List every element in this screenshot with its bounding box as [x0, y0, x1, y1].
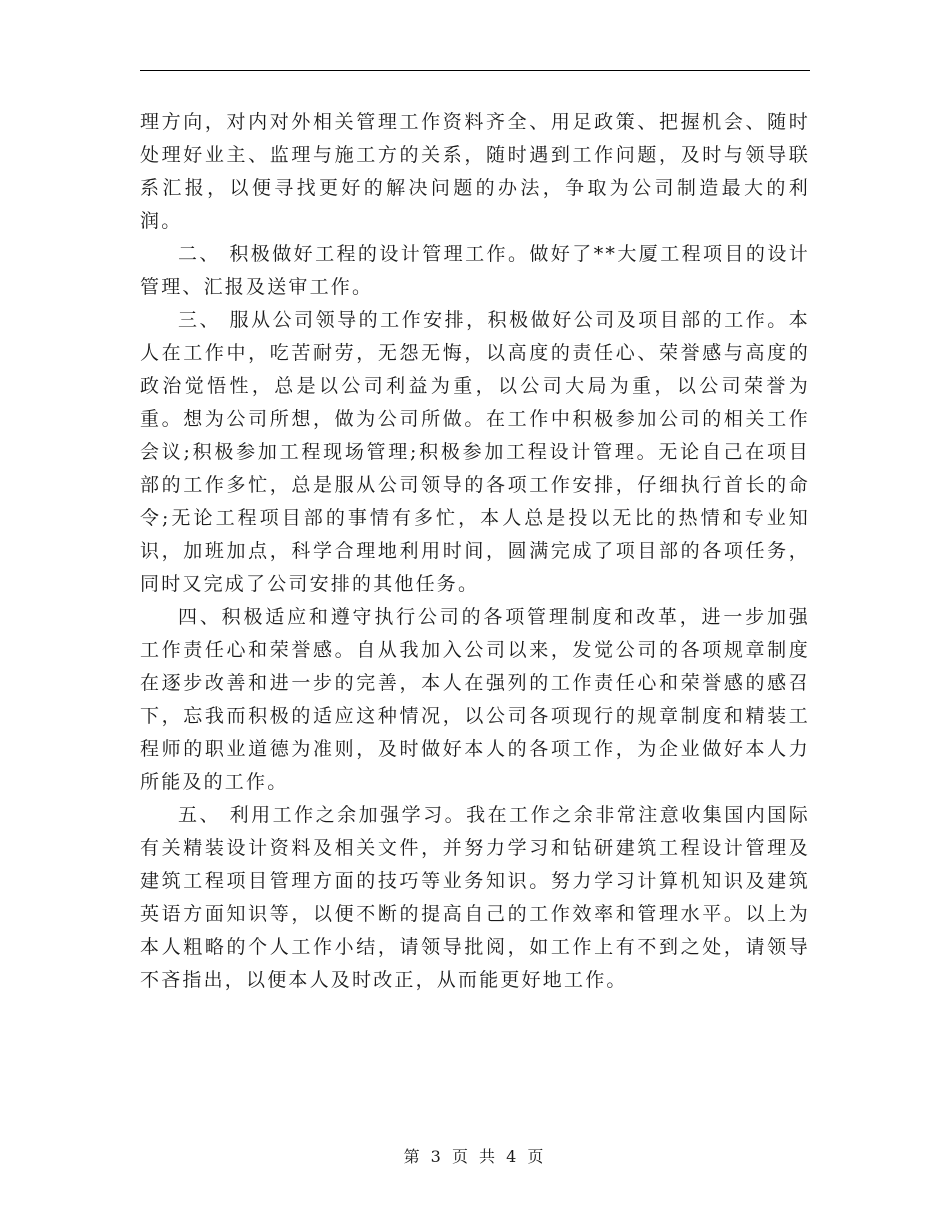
header-rule — [140, 70, 810, 71]
page-number-footer: 第 3 页 共 4 页 — [403, 1147, 547, 1166]
document-body — [140, 106, 810, 997]
paragraph-item-3: 三、 服从公司领导的工作安排，积极做好公司及项目部的工作。本人在工作中，吃苦耐劳，无怨无悔，以高度的责任心、荣誉感与高度的政治觉悟性，总是以公司利益为重，以公司大局为重，以公司荣誉为重。想为公司所想，做为公司所做。在工作中积极参加公司的相关工作会议;积极参加工程现场管理;积极参加工程设计管理。无论自己在项目部的工作多忙，总是服从公司领导的各项工作安排，仔细执行首长的命令;无论工程项目部的事情有多忙，本人总是投以无比的热情和专业知识，加班加点，科学合理地利用时间，圆满完成了项目部的各项任务，同时又完成了公司安排的其他任务。 — [140, 309, 810, 595]
paragraph-item-5: 五、 利用工作之余加强学习。我在工作之余非常注意收集国内国际有关精装设计资料及相关文件，并努力学习和钻研建筑工程设计管理及建筑工程项目管理方面的技巧等业务知识。努力学习计算机知识及建筑英语方面知识等，以便不断的提高自己的工作效率和管理水平。以上为本人粗略的个人工作小结，请领导批阅，如工作上有不到之处，请领导不吝指出，以便本人及时改正，从而能更好地工作。 — [140, 804, 810, 991]
paragraph-item-4: 四、积极适应和遵守执行公司的各项管理制度和改革，进一步加强工作责任心和荣誉感。自从我加入公司以来，发觉公司的各项规章制度在逐步改善和进一步的完善，本人在强列的工作责任心和荣誉感的感召下，忘我而积极的适应这种情况，以公司各项现行的规章制度和精装工程师的职业道德为准则，及时做好本人的各项工作，为企业做好本人力所能及的工作。 — [140, 606, 810, 793]
paragraph-item-2: 二、 积极做好工程的设计管理工作。做好了**大厦工程项目的设计管理、汇报及送审工作。 — [140, 243, 810, 298]
paragraph-continuation: 理方向，对内对外相关管理工作资料齐全、用足政策、把握机会、随时处理好业主、监理与施工方的关系，随时遇到工作问题，及时与领导联系汇报，以便寻找更好的解决问题的办法，争取为公司制造最大的利润。 — [140, 111, 810, 232]
